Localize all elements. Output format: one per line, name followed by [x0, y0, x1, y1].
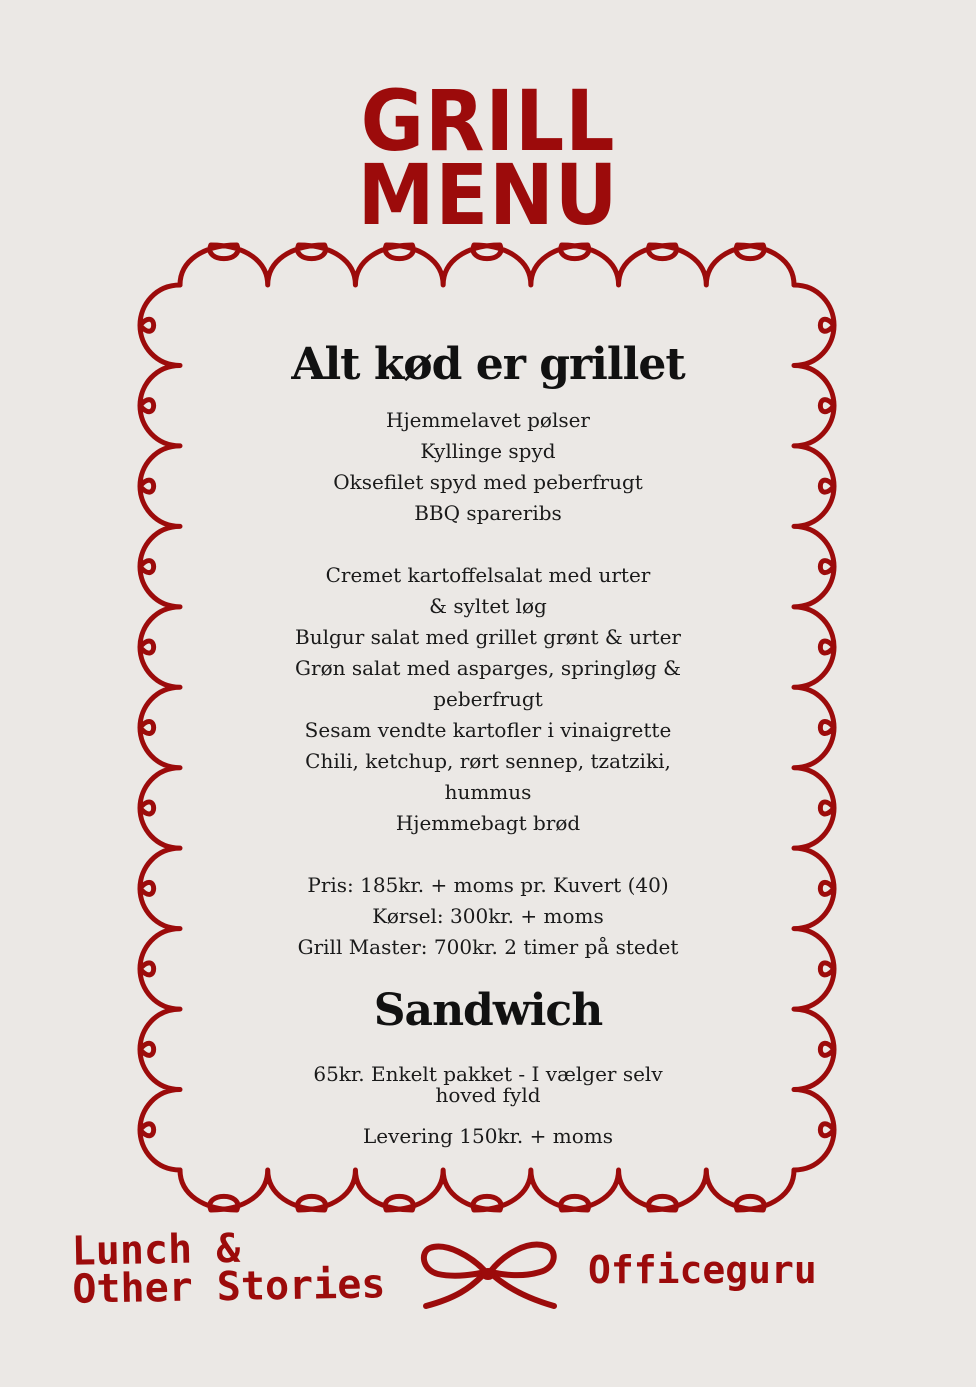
title-line-grill: GRILL	[360, 72, 616, 170]
price-line: Pris: 185kr. + moms pr. Kuvert (40)	[307, 873, 669, 897]
lunch-other-stories-logo	[71, 1225, 386, 1313]
side-menu-line: peberfrugt	[433, 687, 543, 711]
side-menu-line: Grøn salat med asparges, springløg &	[295, 656, 681, 680]
sandwich-line: hoved fyld	[435, 1083, 541, 1107]
grill-menu-line: Kyllinge spyd	[420, 439, 556, 463]
side-menu-line: Chili, ketchup, rørt sennep, tzatziki,	[305, 749, 671, 773]
border-loop-edge	[180, 1170, 794, 1210]
grill-section-heading: Alt kød er grillet	[291, 339, 685, 390]
sandwich-section-heading: Sandwich	[373, 985, 603, 1036]
officeguru-logo: Officeguru	[588, 1248, 817, 1292]
side-menu-line: Sesam vendte kartofler i vinaigrette	[304, 718, 672, 742]
grill-menu-line: Oksefilet spyd med peberfrugt	[333, 470, 643, 494]
price-line: Grill Master: 700kr. 2 timer på stedet	[297, 935, 679, 959]
title-line-menu: MENU	[357, 146, 619, 244]
side-menu-line: Bulgur salat med grillet grønt & urter	[295, 625, 681, 649]
side-menu-line: hummus	[444, 780, 532, 804]
grill-menu-line: BBQ spareribs	[414, 501, 562, 525]
logo-line-2: Other Stories	[71, 1261, 386, 1313]
price-line: Kørsel: 300kr. + moms	[372, 904, 604, 928]
grill-menu-line: Hjemmelavet pølser	[386, 408, 590, 432]
side-menu-line: Cremet kartoffelsalat med urter	[325, 563, 651, 587]
border-loop-edge	[180, 245, 794, 285]
sandwich-line: Levering 150kr. + moms	[363, 1124, 613, 1148]
sandwich-line: 65kr. Enkelt pakket - I vælger selv	[313, 1062, 663, 1086]
side-menu-line: & syltet løg	[429, 594, 547, 618]
side-menu-line: Hjemmebagt brød	[395, 811, 581, 835]
bow-ribbon-icon	[416, 1236, 562, 1316]
logo-line-1: Lunch &	[71, 1225, 241, 1275]
